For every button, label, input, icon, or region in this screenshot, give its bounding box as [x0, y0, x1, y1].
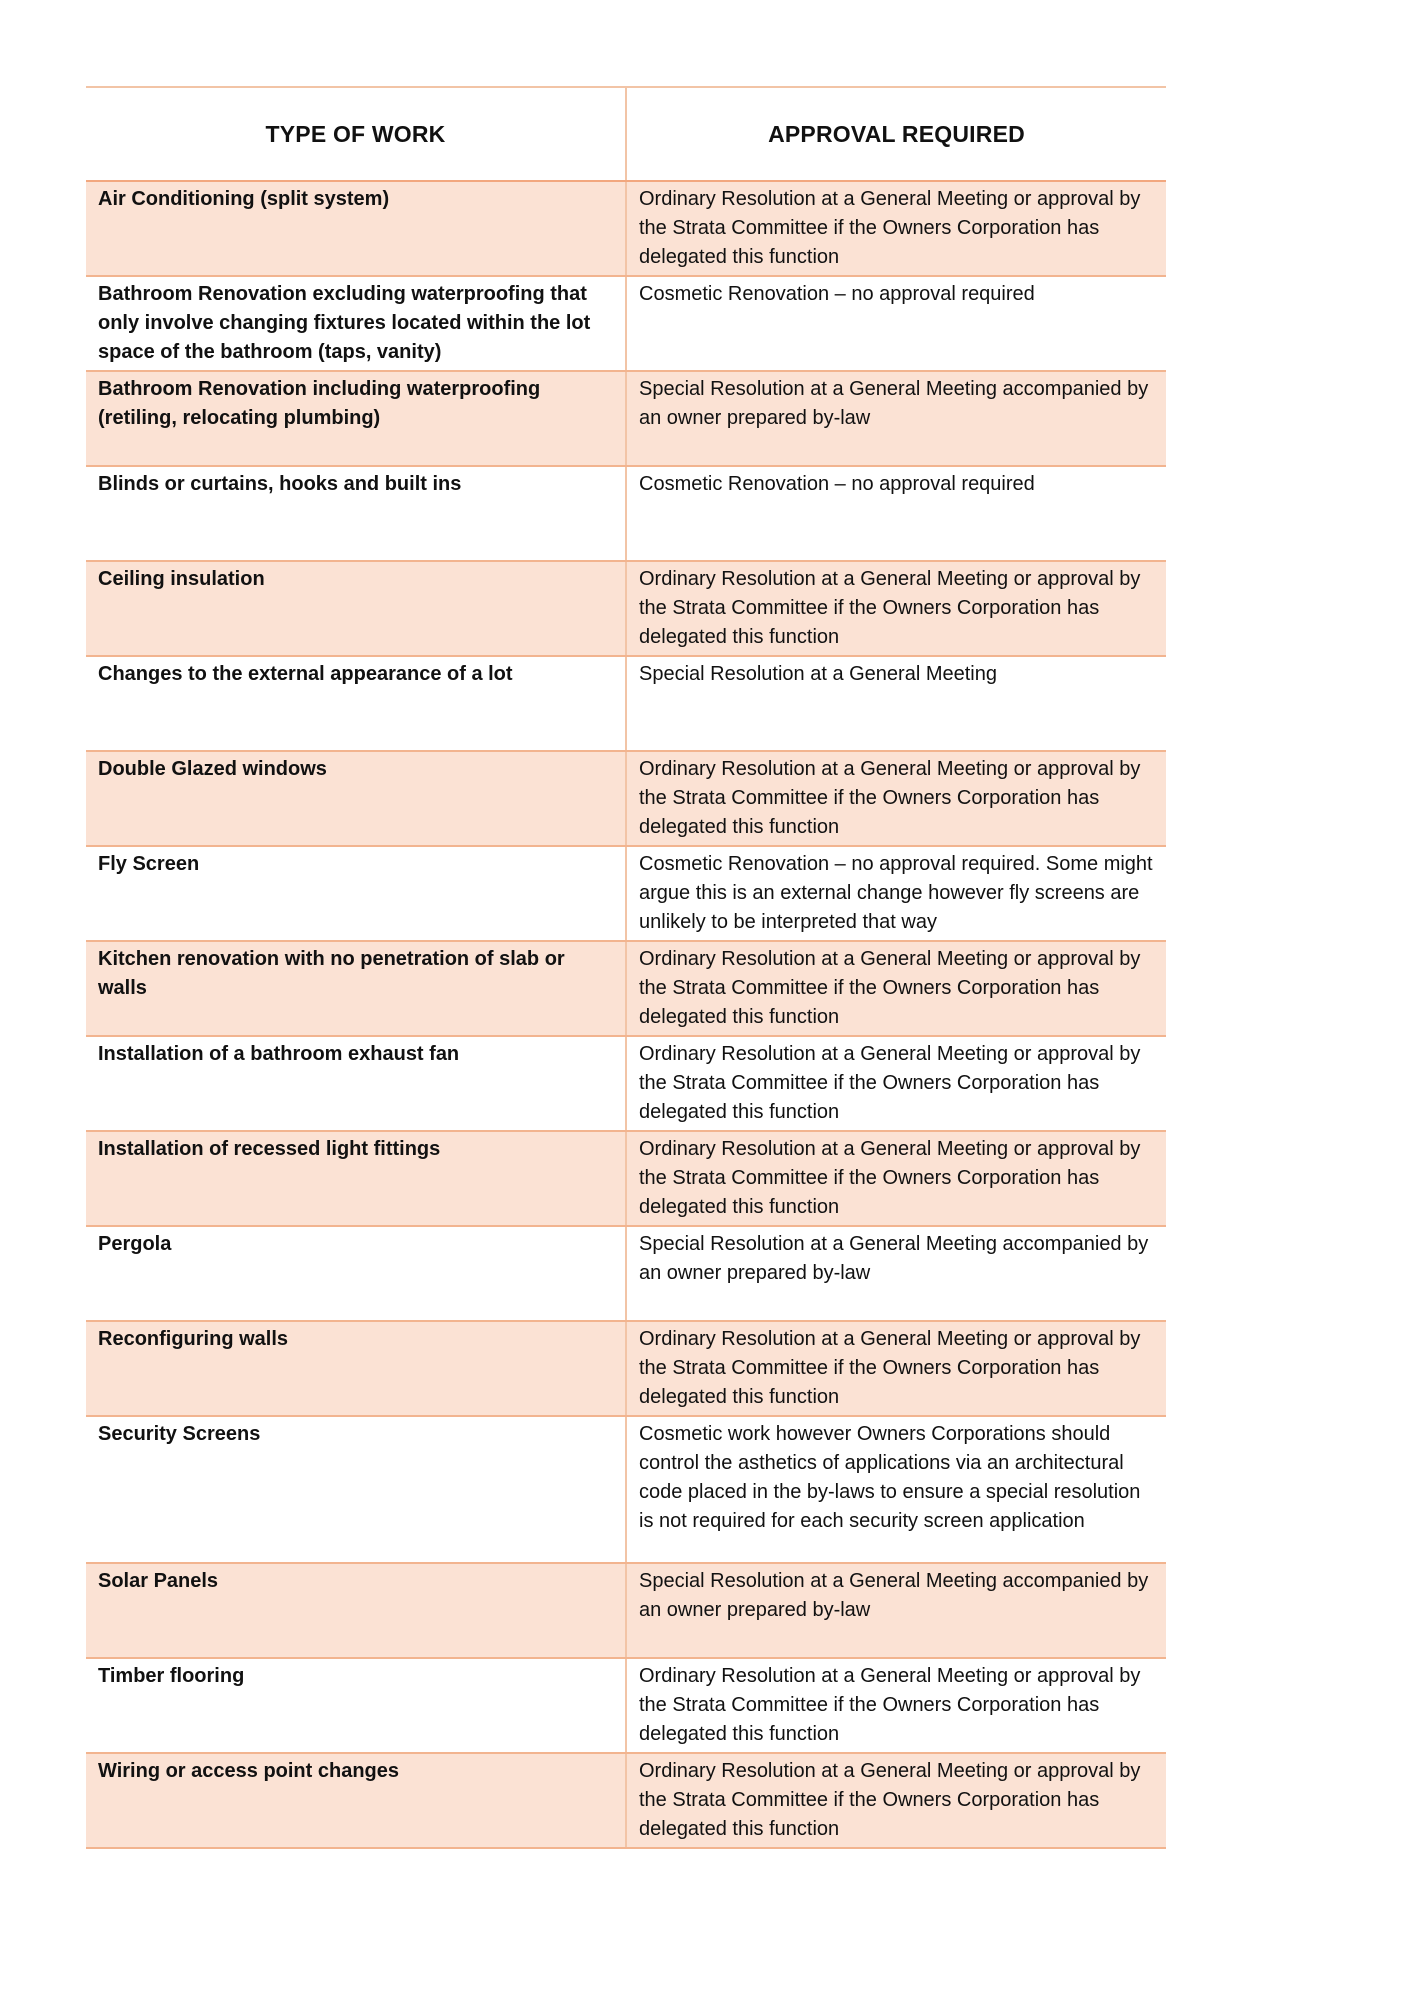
work-cell: Kitchen renovation with no penetration of slab or walls: [86, 941, 626, 1036]
approval-cell: Ordinary Resolution at a General Meeting or approval by the Strata Committee if the Owners Corporation has delegated this function: [626, 1131, 1166, 1226]
table-row: [86, 1131, 1166, 1226]
work-cell: Air Conditioning (split system): [86, 181, 626, 276]
work-cell: Timber flooring: [86, 1658, 626, 1753]
work-cell: Security Screens: [86, 1416, 626, 1563]
table-row: [86, 1658, 1166, 1753]
work-cell: Double Glazed windows: [86, 751, 626, 846]
work-cell: Pergola: [86, 1226, 626, 1321]
table-row: [86, 846, 1166, 941]
table-row: [86, 1753, 1166, 1848]
work-cell: Installation of a bathroom exhaust fan: [86, 1036, 626, 1131]
work-cell: Bathroom Renovation including waterproofing (retiling, relocating plumbing): [86, 371, 626, 466]
work-cell: Ceiling insulation: [86, 561, 626, 656]
approval-cell: Ordinary Resolution at a General Meeting or approval by the Strata Committee if the Owners Corporation has delegated this function: [626, 941, 1166, 1036]
work-cell: Changes to the external appearance of a lot: [86, 656, 626, 751]
approval-cell: Cosmetic Renovation – no approval required. Some might argue this is an external change however fly screens are unlikely to be interpreted that way: [626, 846, 1166, 941]
work-cell: Fly Screen: [86, 846, 626, 941]
document-page: [86, 86, 1166, 1849]
work-cell: Solar Panels: [86, 1563, 626, 1658]
header-approval-required: APPROVAL REQUIRED: [626, 87, 1166, 181]
approval-cell: Ordinary Resolution at a General Meeting or approval by the Strata Committee if the Owners Corporation has delegated this function: [626, 1321, 1166, 1416]
table-row: [86, 276, 1166, 371]
work-cell: Bathroom Renovation excluding waterproofing that only involve changing fixtures located within the lot space of the bathroom (taps, vanity): [86, 276, 626, 371]
table-row: [86, 561, 1166, 656]
approval-cell: Ordinary Resolution at a General Meeting or approval by the Strata Committee if the Owners Corporation has delegated this function: [626, 1658, 1166, 1753]
approval-cell: Cosmetic Renovation – no approval required: [626, 276, 1166, 371]
work-cell: Wiring or access point changes: [86, 1753, 626, 1848]
header-type-of-work: TYPE OF WORK: [86, 87, 626, 181]
work-cell: Reconfiguring walls: [86, 1321, 626, 1416]
table-row: [86, 1416, 1166, 1563]
table-row: [86, 1563, 1166, 1658]
table-row: [86, 1321, 1166, 1416]
approval-cell: Special Resolution at a General Meeting accompanied by an owner prepared by-law: [626, 371, 1166, 466]
approval-cell: Special Resolution at a General Meeting: [626, 656, 1166, 751]
approval-cell: Ordinary Resolution at a General Meeting or approval by the Strata Committee if the Owners Corporation has delegated this function: [626, 1753, 1166, 1848]
work-cell: Installation of recessed light fittings: [86, 1131, 626, 1226]
approval-cell: Ordinary Resolution at a General Meeting or approval by the Strata Committee if the Owners Corporation has delegated this function: [626, 561, 1166, 656]
work-cell: Blinds or curtains, hooks and built ins: [86, 466, 626, 561]
approval-cell: Cosmetic work however Owners Corporations should control the asthetics of applications via an architectural code placed in the by-laws to ensure a special resolution is not required for each security screen application: [626, 1416, 1166, 1563]
approval-table: [86, 86, 1166, 1849]
table-header-row: [86, 87, 1166, 181]
table-row: [86, 466, 1166, 561]
approval-cell: Ordinary Resolution at a General Meeting or approval by the Strata Committee if the Owners Corporation has delegated this function: [626, 1036, 1166, 1131]
table-row: [86, 1036, 1166, 1131]
approval-cell: Cosmetic Renovation – no approval required: [626, 466, 1166, 561]
table-row: [86, 941, 1166, 1036]
approval-cell: Special Resolution at a General Meeting accompanied by an owner prepared by-law: [626, 1563, 1166, 1658]
approval-cell: Ordinary Resolution at a General Meeting or approval by the Strata Committee if the Owners Corporation has delegated this function: [626, 751, 1166, 846]
table-row: [86, 751, 1166, 846]
approval-cell: Ordinary Resolution at a General Meeting or approval by the Strata Committee if the Owners Corporation has delegated this function: [626, 181, 1166, 276]
table-row: [86, 371, 1166, 466]
table-row: [86, 656, 1166, 751]
table-row: [86, 181, 1166, 276]
approval-cell: Special Resolution at a General Meeting accompanied by an owner prepared by-law: [626, 1226, 1166, 1321]
table-row: [86, 1226, 1166, 1321]
